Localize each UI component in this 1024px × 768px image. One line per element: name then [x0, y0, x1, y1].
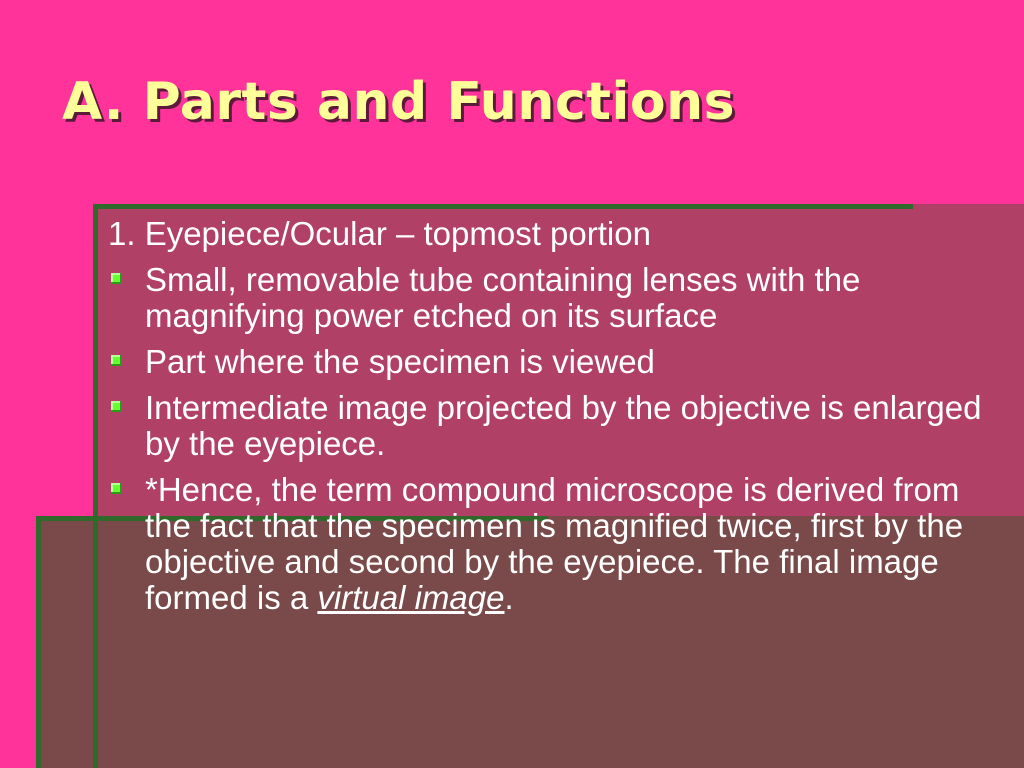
panel-edge-line — [93, 204, 98, 768]
bullet-list — [108, 262, 988, 616]
bullet-item — [108, 344, 988, 380]
bullet-text: Part where the specimen is viewed — [145, 343, 655, 380]
square-bullet-icon — [111, 483, 122, 494]
virtual-image-emphasis: virtual image — [317, 579, 505, 616]
bullet-text: *Hence, the term compound microscope is derived from the fact that the specimen is magnified twice, first by the objective and second by the eyepiece. The final image formed is a — [145, 471, 964, 616]
slide-title: A. Parts and Functions — [62, 72, 736, 132]
bullet-item — [108, 390, 988, 462]
bullet-text: Small, removable tube containing lenses with the magnifying power etched on its surface — [145, 261, 861, 334]
bullet-text-end: . — [504, 579, 514, 616]
bullet-text: Intermediate image projected by the objective is enlarged by the eyepiece. — [145, 389, 982, 462]
bullet-item — [108, 472, 988, 616]
slide-content — [108, 216, 988, 626]
square-bullet-icon — [111, 355, 122, 366]
panel-edge-line — [93, 204, 913, 209]
bullet-item — [108, 262, 988, 334]
square-bullet-icon — [111, 273, 122, 284]
section-heading: 1. Eyepiece/Ocular – topmost portion — [108, 215, 651, 252]
square-bullet-icon — [111, 401, 122, 412]
panel-edge-line — [36, 516, 41, 768]
